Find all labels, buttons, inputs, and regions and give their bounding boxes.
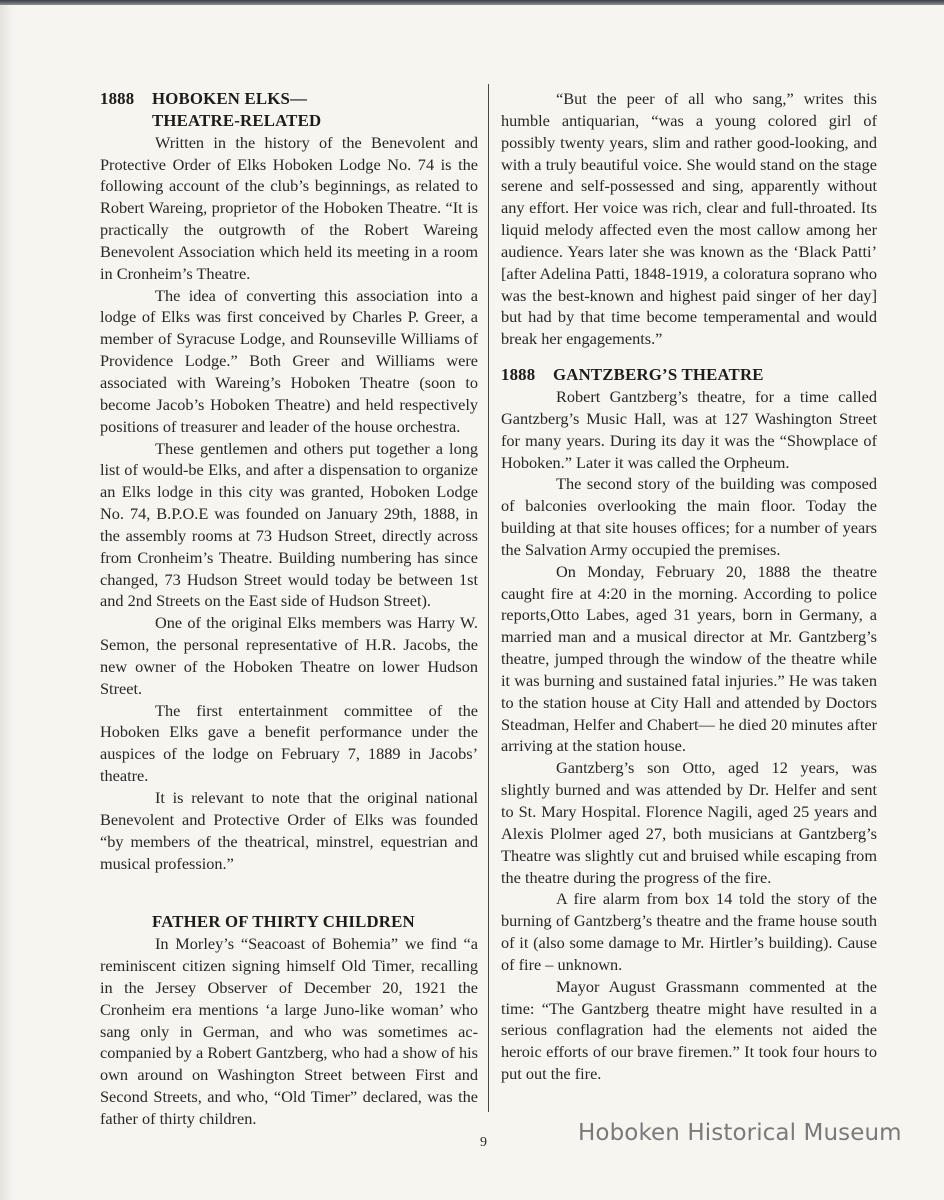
page-binding-shadow (0, 5, 14, 1200)
section-year: 1888 (100, 89, 135, 108)
section-year: 1888 (501, 365, 536, 385)
left-column (100, 88, 478, 1130)
paragraph: These gentlemen and others put together a long list of would-be Elks, and after a dispensation to organize an Elks lodge in this city was granted, Hoboken Lodge No. 74, B.P.O.E was founded on January 29th, 1888, in the assembly rooms at 73 Hudson Street, directly across from Cronheim’s Theatre. Building numbering has since changed, 73 Hudson Street would today be between 1st and 2nd Streets on the East side of Hudson Street). (100, 438, 478, 611)
section-gap (501, 350, 877, 364)
section-title-line1: HOBOKEN ELKS— (152, 89, 308, 108)
section-title-line2: THEATRE-RELATED (152, 110, 322, 130)
paragraph: The first entertainment committee of the Hoboken Elks gave a benefit performance under the auspices of the lodge on February 7, 1889 in Jacobs’ theatre. (100, 700, 478, 786)
paragraph: Mayor August Grassmann commented at the time: “The Gantzberg theatre might have resulted in a serious conflagration had the elements not aided the heroic efforts of our brave firemen.” It took four hours to put out the fire. (501, 976, 877, 1084)
section-heading-gantzbergs-theatre (501, 364, 877, 386)
paragraph: In Morley’s “Seacoast of Bohemia” we find “a reminiscent citizen signing himself Old Timer, recalling in the Jersey Observer of December 20, 1921 the Cronheim era mentions ‘a large Juno-like woman’ who sang only in German, and who was sometimes accompanied by a Robert Gantzberg, who had a show of his own around on Washington Street between First and Second Streets, and who, “Old Timer” declared, was the father of thirty children. (100, 934, 478, 1128)
right-column (501, 88, 877, 1085)
paragraph: Gantzberg’s son Otto, aged 12 years, was slightly burned and was attended by Dr. Helfer and sent to St. Mary Hospital. Florence Nagili, aged 25 years and Alexis Plolmer aged 27, both musicians at Gantzberg’s Theatre was slightly cut and bruised while escaping from the theatre during the progress of the fire. (501, 758, 877, 887)
paragraph: It is relevant to note that the original national Benevolent and Protective Order of Elks was founded “by members of the theatrical, minstrel, equestrian and musical profession.” (100, 788, 478, 873)
paragraph: “But the peer of all who sang,” writes this humble antiquarian, “was a young colored girl of possibly twenty years, slim and rather good-looking, and with a truly beautiful voice. She would stand on the stage serene and self-possessed and sing, apparently without any effort. Her voice was rich, clear and full-throated. Its liquid melody affected even the most callow among her audience. Years later she was known as the ‘Black Patti’ [after Adelina Patti, 1848-1919, a coloratura soprano who was the best-known and highest paid singer of her day] but had by that time become temperamental and would break her engagements.” (501, 89, 877, 349)
paragraph: One of the original Elks members was Harry W. Semon, the personal representative of H.R. Jacobs, the new owner of the Hoboken Theatre on lower Hudson Street. (100, 613, 478, 698)
section-title: GANTZBERG’S THEATRE (553, 365, 764, 385)
section-gap (100, 874, 478, 911)
paragraph: Written in the history of the Benevolent and Protective Order of Elks Hoboken Lodge No. 74 is the following account of the club’s beginnings, as related to Robert Wareing, proprietor of the Hoboken Theatre. “It is practically the outgrowth of the Robert Wareing Benevolent Association which held its meeting in a room in Cronheim’s Theatre. (100, 132, 478, 283)
page-number: 9 (480, 1135, 487, 1150)
museum-watermark: Hoboken Historical Museum (578, 1120, 902, 1146)
paragraph: The second story of the building was composed of balconies overlooking the main floor. Today the building at that site houses offices; for a number of years the Salvation Army occupied the premises. (501, 474, 877, 559)
scan-top-edge (0, 0, 944, 5)
column-divider (488, 84, 489, 1112)
section-heading-father-of-thirty-children: FATHER OF THIRTY CHILDREN (152, 912, 415, 932)
paragraph: Robert Gantzberg’s theatre, for a time called Gantzberg’s Music Hall, was at 127 Washington Street for many years. During its day it was the “Showplace of Hoboken.” Later it was called the Orpheum. (501, 386, 877, 472)
paragraph: On Monday, February 20, 1888 the theatre caught fire at 4:20 in the morning. According to police reports,Otto Labes, aged 31 years, born in Germany, a married man and a musical director at Mr. Gantzberg’s theatre, jumped through the window of the theatre while it was burning and sustained fatal injuries.” He was taken to the station house at City Hall and attended by Doctors Steadman, Helfer and Chabert— he died 20 minutes after arriving at the station house. (501, 561, 877, 756)
section-heading-hoboken-elks (100, 88, 478, 132)
paragraph: A fire alarm from box 14 told the story of the burning of Gantzberg’s theatre and the frame house south of it (also some damage to Mr. Hirtler’s building). Cause of fire – unknown. (501, 889, 877, 974)
paragraph: The idea of converting this association into a lodge of Elks was first conceived by Charles P. Greer, a member of Syracuse Lodge, and Rounseville Williams of Providence Lodge.” Both Greer and Williams were associated with Wareing’s Hoboken Theatre (soon to become Jacob’s Hoboken Theatre) and held respectively positions of treasurer and leader of the house orchestra. (100, 285, 478, 436)
